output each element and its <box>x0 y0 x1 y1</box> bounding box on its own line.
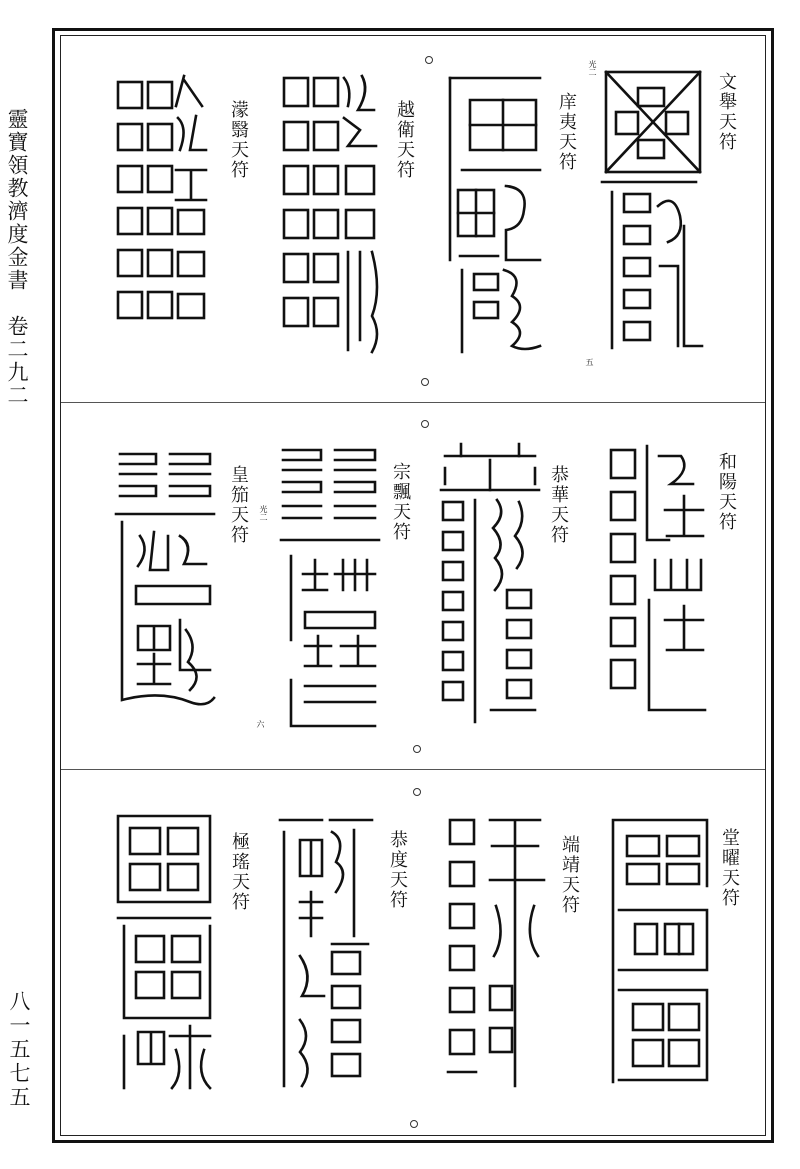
marginal-note: 六 <box>256 720 265 728</box>
marginal-note: 光二 <box>259 505 268 521</box>
talisman-name: 宗飄天符 <box>390 462 411 542</box>
registration-circle <box>410 1120 418 1128</box>
registration-circle <box>413 788 421 796</box>
talisman-glyph-gonghua <box>435 440 545 730</box>
talisman-glyph-tangyao <box>605 806 715 1096</box>
talisman-glyph-gongdu <box>270 806 380 1096</box>
talisman-name: 端靖天符 <box>559 835 580 915</box>
book-title-volume <box>6 108 27 407</box>
talisman-glyph-duanjing <box>440 806 550 1096</box>
marginal-note: 五 <box>585 358 594 366</box>
talisman-glyph-huangjia <box>110 440 220 720</box>
page-number: 八一五七五 <box>7 990 31 1110</box>
volume-label: 卷二九二 <box>5 315 29 407</box>
registration-circle <box>421 420 429 428</box>
talisman-glyph-mengyi <box>110 70 220 340</box>
talisman-glyph-wenju <box>598 66 708 356</box>
talisman-name: 和陽天符 <box>716 452 737 532</box>
talisman-name: 文舉天符 <box>716 72 737 152</box>
section-divider-1 <box>61 402 765 403</box>
talisman-glyph-jiyao <box>110 806 220 1096</box>
talisman-glyph-yuewei <box>278 70 388 360</box>
book-title: 靈寶領教濟度金書 <box>5 108 29 292</box>
registration-circle <box>421 378 429 386</box>
talisman-name: 堂曜天符 <box>719 828 740 908</box>
talisman-name: 濛翳天符 <box>228 100 249 180</box>
talisman-glyph-xiangyi <box>440 70 550 360</box>
talisman-name: 庠夷天符 <box>556 92 577 172</box>
registration-circle <box>413 745 421 753</box>
talisman-glyph-heyang <box>605 440 715 720</box>
talisman-name: 極瑤天符 <box>229 832 250 912</box>
talisman-name: 恭華天符 <box>548 465 569 545</box>
talisman-name: 皇笳天符 <box>228 465 249 545</box>
marginal-note: 光二 <box>588 60 597 76</box>
section-divider-2 <box>61 769 765 770</box>
talisman-glyph-zongpiao <box>275 440 385 730</box>
talisman-name: 恭度天符 <box>387 830 408 910</box>
registration-circle <box>425 56 433 64</box>
talisman-name: 越衛天符 <box>394 100 415 180</box>
